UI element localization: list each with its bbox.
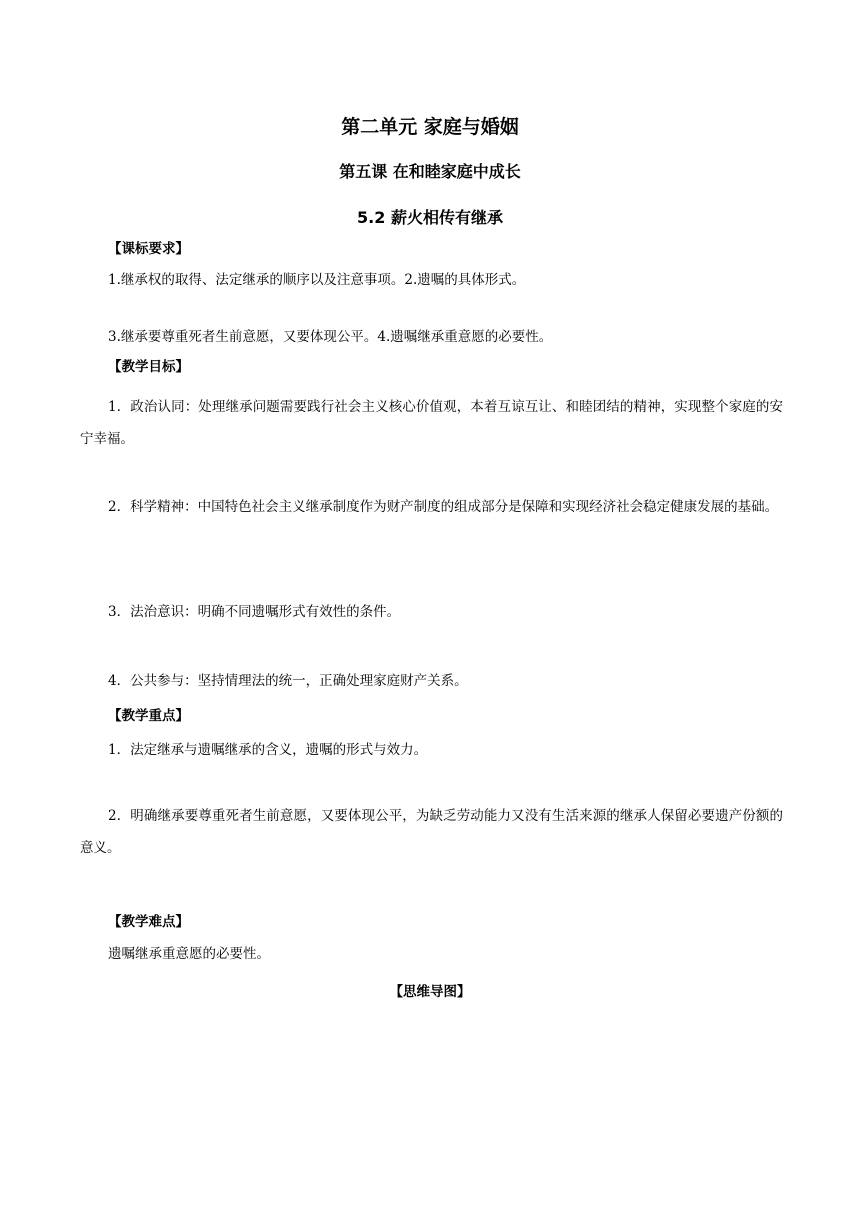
key-point-item-1: 1．法定继承与遗嘱继承的含义，遗嘱的形式与效力。 xyxy=(108,742,428,758)
section-title: 5.2 薪火相传有继承 xyxy=(357,208,503,227)
key-point-item-2: 2．明确继承要尊重死者生前意愿，又要体现公平，为缺乏劳动能力又没有生活来源的继承人保留必要遗产份额的意义。 xyxy=(80,808,783,856)
objective-item-3: 3．法治意识：明确不同遗嘱形式有效性的条件。 xyxy=(108,604,401,620)
difficulties-heading: 【教学难点】 xyxy=(108,914,189,930)
unit-title: 第二单元 家庭与婚姻 xyxy=(341,116,519,138)
objectives-heading: 【教学目标】 xyxy=(108,359,189,375)
objective-item-1: 1．政治认同：处理继承问题需要践行社会主义核心价值观，本着互谅互让、和睦团结的精神，实现整个家庭的安宁幸福。 xyxy=(80,399,783,447)
objective-item-2: 2．科学精神：中国特色社会主义继承制度作为财产制度的组成部分是保障和实现经济社会稳定健康发展的基础。 xyxy=(108,499,779,515)
curriculum-heading: 【课标要求】 xyxy=(108,241,189,257)
objective-item-4: 4．公共参与：坚持情理法的统一，正确处理家庭财产关系。 xyxy=(108,673,468,689)
difficulties-text: 遗嘱继承重意愿的必要性。 xyxy=(108,946,270,962)
curriculum-line-1: 1.继承权的取得、法定继承的顺序以及注意事项。2.遗嘱的具体形式。 xyxy=(108,272,526,288)
curriculum-line-2: 3.继承要尊重死者生前意愿，又要体现公平。4.遗嘱继承重意愿的必要性。 xyxy=(108,329,553,345)
key-points-heading: 【教学重点】 xyxy=(108,708,189,724)
mind-map-heading: 【思维导图】 xyxy=(389,984,471,1000)
lesson-title: 第五课 在和睦家庭中成长 xyxy=(339,162,521,181)
